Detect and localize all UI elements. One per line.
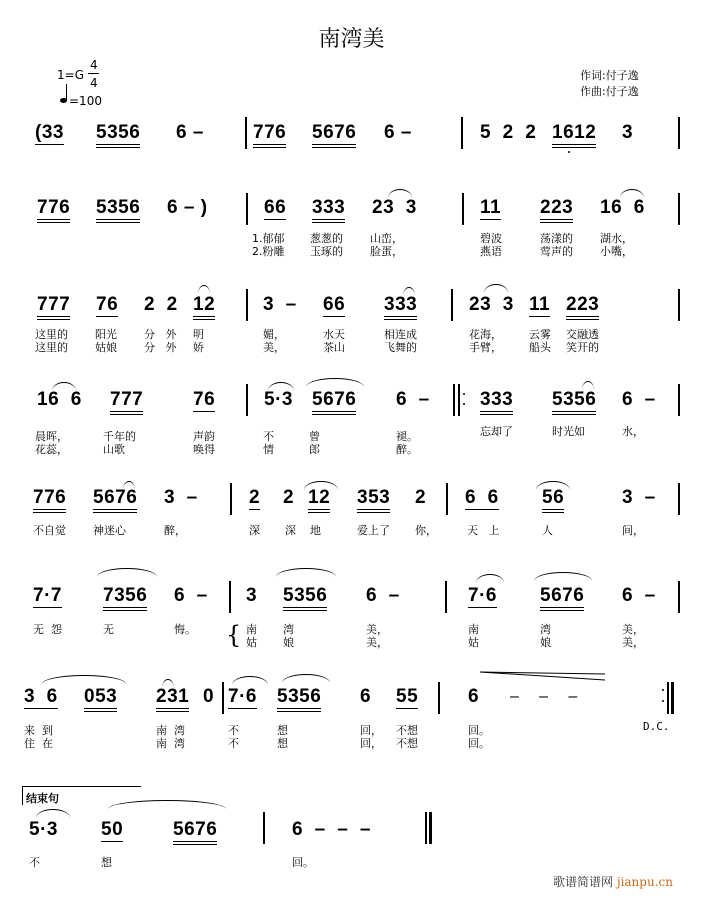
lyric: 燕语: [480, 245, 502, 258]
note-group: 76: [193, 389, 216, 410]
lyric: 无 怨: [33, 623, 62, 636]
lyric: 水，: [622, 425, 644, 438]
note-group: 3: [622, 122, 634, 143]
note-group: 1612: [552, 123, 596, 148]
lyric: 想: [277, 724, 288, 737]
lyric: 不: [228, 737, 239, 750]
lyric: 不: [228, 724, 239, 737]
note-group: 5 2 2: [480, 122, 537, 143]
low-octave-dot: [568, 151, 570, 153]
lyric: 山峦，: [370, 232, 403, 245]
note-group: 6 –: [176, 122, 204, 143]
note-group: 5676: [173, 820, 217, 845]
lyric: 湾: [540, 623, 551, 636]
lyric: 时光如: [552, 425, 585, 438]
barline: [222, 682, 224, 714]
repeat-dot: [463, 403, 465, 405]
lyric: 阳光: [95, 328, 117, 341]
repeat-dot: [662, 700, 664, 702]
lyric: 飞舞的: [384, 341, 417, 354]
barline: [461, 117, 463, 149]
note-group: 5356: [277, 687, 321, 712]
lyric: 云雾: [529, 328, 551, 341]
song-title: 南湾美: [318, 27, 385, 52]
note-group: 5356: [552, 390, 596, 415]
lyric: 这里的: [35, 328, 68, 341]
barline: [246, 384, 248, 416]
lyric: 间，: [622, 524, 644, 537]
lyric: 相连成: [384, 328, 417, 341]
lyric: 美，: [263, 341, 285, 354]
note-group: 55: [396, 686, 419, 707]
repeat-end-thick: [671, 682, 674, 714]
lyric: 明: [193, 328, 204, 341]
note-group: 777: [37, 295, 70, 320]
note-group: 2 2: [144, 294, 178, 315]
note-group: 5676: [93, 488, 137, 513]
slur: [306, 378, 364, 387]
note-group: 6 – – –: [292, 819, 371, 840]
note-group: 231: [156, 687, 189, 712]
slur: [198, 285, 210, 294]
lyric: 1.郁郁: [252, 232, 285, 245]
note-group: 333: [480, 390, 513, 415]
barline: [229, 581, 231, 613]
barline: [678, 289, 680, 321]
lyric: 想: [277, 737, 288, 750]
note-group: 7·6: [228, 686, 257, 707]
lyric: 分 外: [144, 328, 177, 341]
note-group: 3: [246, 585, 258, 606]
lyric: 回。: [468, 724, 490, 737]
note-group: 6 –: [396, 389, 430, 410]
note-group: 3 –: [164, 487, 198, 508]
note-group: 333: [384, 295, 417, 320]
note-group: 3 –: [263, 294, 297, 315]
barline: [230, 483, 232, 515]
note-group: (33: [35, 122, 64, 143]
note-group: 16 6: [600, 197, 645, 218]
note-group: 6 –: [366, 585, 400, 606]
lyric: 曾: [309, 430, 320, 443]
note-group: 223: [540, 198, 573, 223]
repeat-start-thin: [458, 384, 460, 416]
lyric: 无: [103, 623, 114, 636]
lyric: 玉琢的: [310, 245, 343, 258]
lyric: 地: [310, 524, 321, 537]
lyric: 美，: [622, 623, 644, 636]
note-group: 11: [480, 197, 502, 218]
lyric: 深: [249, 524, 260, 537]
lyric: 不: [29, 856, 40, 869]
note-group: 777: [110, 390, 143, 415]
barline: [462, 193, 464, 225]
note-group: 2: [249, 487, 261, 508]
decrescendo-icon: [480, 670, 610, 684]
barline: [246, 193, 248, 225]
lyric: 回，: [360, 737, 382, 750]
slur: [97, 568, 157, 577]
repeat-dot: [662, 689, 664, 691]
time-signature-bottom: 4: [90, 76, 98, 90]
lyric: 脸蛋，: [370, 245, 403, 258]
barline: [678, 117, 680, 149]
lyric: 荡漾的: [540, 232, 573, 245]
note-group: 12: [308, 488, 330, 513]
note-group: 0: [203, 686, 215, 707]
note-group: 66: [264, 197, 287, 218]
lyric: 想: [101, 856, 112, 869]
time-signature-top: 4: [90, 58, 98, 72]
barline: [263, 812, 265, 844]
barline: [678, 193, 680, 225]
watermark-cn: 歌谱简谱网: [553, 875, 614, 889]
slur: [232, 676, 268, 685]
lyric: 南: [468, 623, 479, 636]
note-group: 776: [33, 488, 66, 513]
lyric: 湖水，: [600, 232, 633, 245]
note-group: 776: [37, 198, 70, 223]
barline: [678, 384, 680, 416]
lyric: 神迷心: [93, 524, 126, 537]
note-group: 5·3: [29, 819, 58, 840]
note-group: 5356: [96, 123, 140, 148]
lyric: 不自觉: [33, 524, 66, 537]
lyric: 深: [285, 524, 296, 537]
note-group: 2: [283, 487, 295, 508]
slur: [36, 809, 70, 818]
note-group: 12: [193, 295, 215, 320]
lyric: 船头: [529, 341, 551, 354]
key-signature: 1=G: [57, 68, 84, 82]
note-group: 6 –: [384, 122, 412, 143]
lyric: 山歌: [103, 443, 125, 456]
note-group: 11: [529, 294, 551, 315]
lyric: 美，: [622, 636, 644, 649]
note-group: 6: [468, 686, 480, 707]
note-group: 5356: [283, 586, 327, 611]
watermark-site: jianpu.cn: [616, 875, 673, 889]
lyric: 姑: [468, 636, 479, 649]
slur: [484, 284, 508, 293]
verse-brace-icon: {: [226, 621, 242, 649]
lyric: 水天: [323, 328, 345, 341]
lyric: 住 在: [24, 737, 53, 750]
lyric: 交融透: [566, 328, 599, 341]
lyric: 南: [246, 623, 257, 636]
lyric: 这里的: [35, 341, 68, 354]
note-group: 223: [566, 295, 599, 320]
lyric: 不: [263, 430, 274, 443]
lyric: 醉。: [396, 443, 418, 456]
lyric: 姑娘: [95, 341, 117, 354]
barline: [246, 289, 248, 321]
lyric: 分 外: [144, 341, 177, 354]
note-group: 7356: [103, 586, 147, 611]
slur: [476, 574, 504, 583]
da-capo-mark: D.C.: [643, 720, 670, 733]
note-group: 5676: [312, 123, 356, 148]
watermark: [553, 873, 673, 890]
note-group: 50: [101, 819, 124, 840]
note-group: 23 3: [372, 197, 417, 218]
note-group: 7·7: [33, 585, 62, 606]
lyric: 美，: [366, 623, 388, 636]
lyric: 郎: [309, 443, 320, 456]
lyric: 茶山: [323, 341, 345, 354]
note-group: – – –: [510, 688, 578, 705]
lyric: 声韵: [193, 430, 215, 443]
note-group: 2: [415, 487, 427, 508]
note-group: 053: [84, 687, 117, 712]
note-group: 23 3: [469, 294, 514, 315]
lyric: 不想: [396, 737, 418, 750]
lyric: 花蕊，: [35, 443, 68, 456]
lyric: 千年的: [103, 430, 136, 443]
lyric: 不想: [396, 724, 418, 737]
barline: [438, 682, 440, 714]
note-group: 776: [253, 123, 286, 148]
final-barline-thick: [429, 812, 432, 844]
lyric: 姑: [246, 636, 257, 649]
lyric: 回，: [360, 724, 382, 737]
repeat-start-thick: [453, 384, 455, 416]
lyric: 天 上: [467, 524, 500, 537]
lyric: 唤得: [193, 443, 215, 456]
lyric: 悔。: [174, 623, 196, 636]
lyric: 娘: [283, 636, 294, 649]
lyric: 来 到: [24, 724, 53, 737]
note-group: 6: [360, 686, 372, 707]
note-group: 333: [312, 198, 345, 223]
lyric: 笑开的: [566, 341, 599, 354]
note-group: 6 –: [174, 585, 208, 606]
barline: [245, 117, 247, 149]
lyric: 晨晖，: [35, 430, 68, 443]
note-group: 66: [323, 294, 346, 315]
lyric: 回。: [292, 856, 314, 869]
slur: [276, 568, 336, 577]
note-group: 5356: [96, 198, 140, 223]
lyric: 娘: [540, 636, 551, 649]
barline: [678, 581, 680, 613]
barline: [445, 581, 447, 613]
note-group: 56: [542, 488, 564, 513]
slur: [42, 675, 126, 684]
ending-label: 结束句: [26, 792, 59, 805]
note-group: 6 –: [622, 585, 656, 606]
note-group: 16 6: [37, 389, 82, 410]
note-group: 3 6: [24, 686, 58, 707]
barline: [678, 483, 680, 515]
lyric: 小嘴，: [600, 245, 633, 258]
lyric: 2.粉雕: [252, 245, 285, 258]
lyric: 手臂，: [469, 341, 502, 354]
note-group: 5676: [540, 586, 584, 611]
lyric: 南 湾: [156, 724, 185, 737]
note-group: 3 –: [622, 487, 656, 508]
lyric: 莺声的: [540, 245, 573, 258]
note-group: 353: [357, 488, 390, 513]
lyric: 人: [542, 524, 553, 537]
note-group: 5676: [312, 390, 356, 415]
note-group: 6 6: [465, 487, 499, 508]
final-barline-thin: [425, 812, 427, 844]
note-group: 76: [96, 294, 119, 315]
lyric: 娇: [193, 341, 204, 354]
lyric: 葱葱的: [310, 232, 343, 245]
lyric: 爱上了: [357, 524, 390, 537]
repeat-end-thin: [667, 682, 669, 714]
lyric: 媚，: [263, 328, 285, 341]
lyric: 回。: [468, 737, 490, 750]
lyric: 碧波: [480, 232, 502, 245]
repeat-dot: [463, 393, 465, 395]
note-group: 6 –: [622, 389, 656, 410]
composer: 作曲:付子逸: [580, 85, 639, 98]
note-group: 6 – ): [167, 197, 208, 218]
lyricist: 作词:付子逸: [580, 69, 639, 82]
note-group: 7·6: [468, 585, 497, 606]
lyric: 褪。: [396, 430, 418, 443]
time-signature-divider: [88, 73, 99, 74]
lyric: 忘却了: [480, 425, 513, 438]
lyric: 花海，: [469, 328, 502, 341]
lyric: 南 湾: [156, 737, 185, 750]
tempo-value: =100: [69, 94, 102, 108]
quarter-note-stem-icon: [66, 84, 67, 101]
lyric: 美，: [366, 636, 388, 649]
slur: [534, 572, 592, 581]
barline: [446, 483, 448, 515]
lyric: 湾: [283, 623, 294, 636]
lyric: 情: [263, 443, 274, 456]
slur: [282, 674, 330, 683]
barline: [451, 289, 453, 321]
note-group: 5·3: [264, 389, 293, 410]
lyric: 你，: [415, 524, 437, 537]
lyric: 醉，: [164, 524, 186, 537]
